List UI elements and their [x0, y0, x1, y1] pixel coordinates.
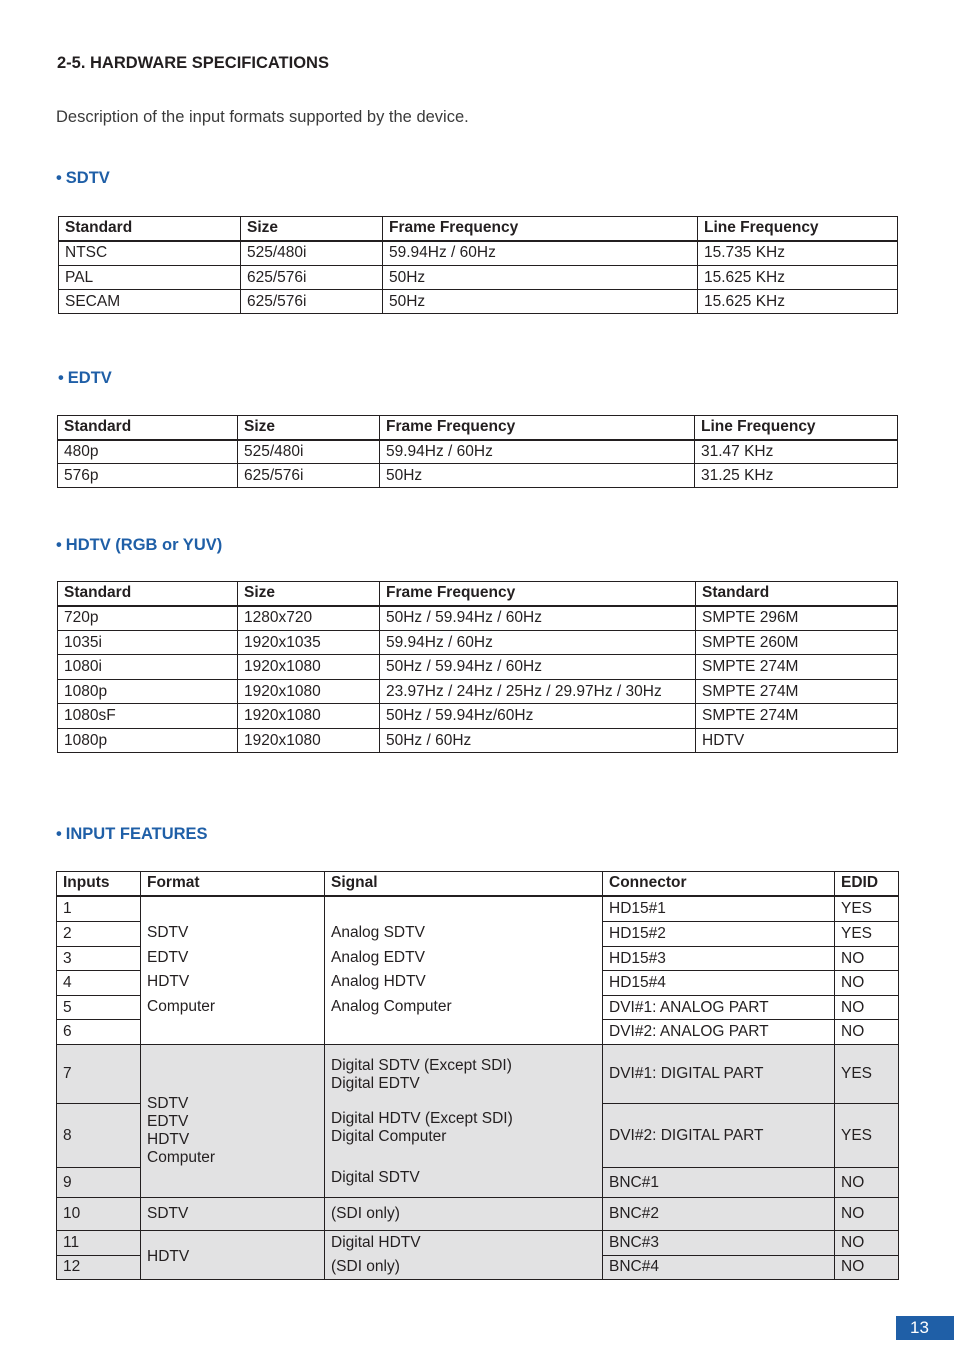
input-number: 1: [57, 896, 141, 922]
table-cell: HDTV: [696, 729, 898, 753]
column-header: Size: [238, 582, 380, 606]
connector: BNC#2: [603, 1198, 835, 1231]
digital-format-cell: [141, 1045, 325, 1198]
digital-signal-cell: [325, 1045, 603, 1198]
signal-digital-hdtv: Digital HDTV (Except SDI): [331, 1110, 513, 1127]
header-edid: EDID: [835, 872, 899, 896]
edid: NO: [835, 1020, 899, 1045]
connector: DVI#2: DIGITAL PART: [603, 1104, 835, 1168]
table-row: [58, 704, 898, 729]
edid: NO: [835, 971, 899, 996]
page-title: 2-5. HARDWARE SPECIFICATIONS: [57, 54, 329, 72]
input-number: 8: [57, 1104, 141, 1168]
header-inputs: Inputs: [57, 872, 141, 896]
sdtv-table: [58, 216, 898, 314]
signal-analog-computer: Analog Computer: [331, 997, 452, 1015]
edid: NO: [835, 1198, 899, 1231]
table-cell: PAL: [59, 266, 241, 290]
table-cell: 1920x1080: [238, 680, 380, 704]
signal-analog-sdtv: Analog SDTV: [331, 924, 425, 942]
table-cell: 1920x1080: [238, 704, 380, 729]
column-header: Size: [241, 217, 383, 241]
table-row: [59, 290, 898, 314]
table-cell: 50Hz / 59.94Hz/60Hz: [380, 704, 696, 729]
input-number: 5: [57, 996, 141, 1020]
table-cell: SMPTE 274M: [696, 680, 898, 704]
table-cell: 15.625 KHz: [698, 290, 898, 314]
table-cell: 50Hz: [383, 266, 698, 290]
edid: NO: [835, 1255, 899, 1280]
header-connector: Connector: [603, 872, 835, 896]
edtv-heading: [58, 369, 112, 388]
signal-analog-hdtv: Analog HDTV: [331, 973, 426, 991]
table-cell: 625/576i: [241, 290, 383, 314]
table-cell: 1920x1080: [238, 729, 380, 753]
input-number: 6: [57, 1020, 141, 1045]
table-cell: 31.25 KHz: [695, 464, 898, 488]
table-cell: SECAM: [59, 290, 241, 314]
format-edtv: EDTV: [147, 1113, 189, 1130]
table-cell: 59.94Hz / 60Hz: [383, 241, 698, 266]
input-number: 11: [57, 1231, 141, 1256]
table-row: [58, 606, 898, 631]
connector: HD15#3: [603, 947, 835, 971]
column-header: Standard: [58, 416, 238, 440]
analog-format-cell: [141, 896, 325, 1045]
connector: BNC#4: [603, 1255, 835, 1280]
table-cell: 625/576i: [238, 464, 380, 488]
table-cell: SMPTE 274M: [696, 655, 898, 680]
column-header: Line Frequency: [698, 217, 898, 241]
sdi-sd-format: SDTV: [141, 1198, 325, 1231]
edid: YES: [835, 896, 899, 922]
format-sdtv: SDTV: [147, 924, 189, 942]
bullet: •: [56, 825, 62, 843]
table-row: [58, 464, 898, 488]
input-number: 12: [57, 1255, 141, 1280]
column-header: Standard: [696, 582, 898, 606]
signal-digital-computer: Digital Computer: [331, 1128, 447, 1145]
bullet: •: [58, 369, 64, 387]
hdtv-table: [57, 581, 898, 753]
table-row: [58, 729, 898, 753]
table-cell: 50Hz / 59.94Hz / 60Hz: [380, 606, 696, 631]
table-cell: 480p: [58, 440, 238, 464]
edtv-heading-text: EDTV: [67, 369, 112, 387]
format-hdtv: HDTV: [147, 1131, 190, 1148]
edid: YES: [835, 1104, 899, 1168]
column-header: Line Frequency: [695, 416, 898, 440]
table-cell: 1920x1080: [238, 655, 380, 680]
table-cell: 31.47 KHz: [695, 440, 898, 464]
connector: HD15#1: [603, 896, 835, 922]
table-row: [59, 241, 898, 266]
table-cell: 50Hz: [380, 464, 695, 488]
connector: DVI#1: DIGITAL PART: [603, 1045, 835, 1104]
table-row: [58, 680, 898, 704]
input-number: 2: [57, 922, 141, 947]
header-format: Format: [141, 872, 325, 896]
edtv-table: [57, 415, 898, 488]
signal-sdi-only: (SDI only): [325, 1198, 603, 1231]
column-header: Frame Frequency: [380, 582, 696, 606]
format-computer: Computer: [147, 997, 216, 1015]
input-number: 4: [57, 971, 141, 996]
table-cell: 1080p: [58, 729, 238, 753]
column-header: Frame Frequency: [380, 416, 695, 440]
table-cell: SMPTE 296M: [696, 606, 898, 631]
table-cell: 1280x720: [238, 606, 380, 631]
table-cell: 525/480i: [241, 241, 383, 266]
table-row: [59, 266, 898, 290]
table-cell: 50Hz: [383, 290, 698, 314]
table-row: [58, 440, 898, 464]
edid: YES: [835, 922, 899, 947]
edid: NO: [835, 996, 899, 1020]
connector: DVI#2: ANALOG PART: [603, 1020, 835, 1045]
hdtv-heading-text: HDTV (RGB or YUV): [65, 536, 223, 554]
edid: YES: [835, 1045, 899, 1104]
connector: DVI#1: ANALOG PART: [603, 996, 835, 1020]
table-cell: 23.97Hz / 24Hz / 25Hz / 29.97Hz / 30Hz: [380, 680, 696, 704]
input-features-heading-text: INPUT FEATURES: [65, 825, 208, 843]
sdtv-heading: [56, 169, 110, 188]
edid: NO: [835, 947, 899, 971]
header-signal: Signal: [325, 872, 603, 896]
column-header: Frame Frequency: [383, 217, 698, 241]
table-cell: 15.625 KHz: [698, 266, 898, 290]
table-cell: 1080i: [58, 655, 238, 680]
table-cell: 1920x1035: [238, 631, 380, 655]
input-number: 9: [57, 1168, 141, 1198]
format-edtv: EDTV: [147, 948, 189, 966]
table-cell: 720p: [58, 606, 238, 631]
bullet: •: [56, 169, 62, 187]
input-number: 10: [57, 1198, 141, 1231]
signal-digital-sdtv-sdi: Digital SDTV: [331, 1169, 420, 1186]
signal-digital-sdtv: Digital SDTV (Except SDI): [331, 1057, 512, 1074]
input-number: 3: [57, 947, 141, 971]
table-cell: 59.94Hz / 60Hz: [380, 440, 695, 464]
signal-sdi-only: (SDI only): [331, 1258, 400, 1275]
table-row: [58, 631, 898, 655]
table-cell: 625/576i: [241, 266, 383, 290]
signal-digital-hdtv-sdi: Digital HDTV: [331, 1234, 421, 1251]
table-cell: 1080sF: [58, 704, 238, 729]
column-header: Standard: [58, 582, 238, 606]
connector: BNC#1: [603, 1168, 835, 1198]
column-header: Standard: [59, 217, 241, 241]
signal-digital-edtv: Digital EDTV: [331, 1075, 420, 1092]
connector: HD15#2: [603, 922, 835, 947]
column-header: Size: [238, 416, 380, 440]
connector: BNC#3: [603, 1231, 835, 1256]
table-cell: SMPTE 260M: [696, 631, 898, 655]
input-features-heading: [56, 825, 208, 844]
bullet: •: [56, 536, 62, 554]
page-description: Description of the input formats supported by the device.: [56, 108, 469, 126]
table-cell: 59.94Hz / 60Hz: [380, 631, 696, 655]
table-cell: 1035i: [58, 631, 238, 655]
table-cell: 50Hz / 59.94Hz / 60Hz: [380, 655, 696, 680]
table-cell: 525/480i: [238, 440, 380, 464]
sdi-hd-format: HDTV: [141, 1231, 325, 1280]
input-number: 7: [57, 1045, 141, 1104]
format-sdtv: SDTV: [147, 1095, 189, 1112]
hdtv-heading: [56, 536, 222, 555]
table-row: [58, 655, 898, 680]
analog-signal-cell: [325, 896, 603, 1045]
table-cell: SMPTE 274M: [696, 704, 898, 729]
input-features-table: [56, 871, 899, 1280]
format-computer: Computer: [147, 1149, 216, 1166]
table-cell: NTSC: [59, 241, 241, 266]
edid: NO: [835, 1168, 899, 1198]
table-cell: 576p: [58, 464, 238, 488]
edid: NO: [835, 1231, 899, 1256]
format-hdtv: HDTV: [147, 973, 190, 991]
page-number: 13: [896, 1316, 954, 1340]
signal-analog-edtv: Analog EDTV: [331, 948, 425, 966]
connector: HD15#4: [603, 971, 835, 996]
sdi-hd-signal-cell: [325, 1231, 603, 1280]
table-cell: 1080p: [58, 680, 238, 704]
sdtv-heading-text: SDTV: [65, 169, 110, 187]
table-cell: 15.735 KHz: [698, 241, 898, 266]
table-cell: 50Hz / 60Hz: [380, 729, 696, 753]
